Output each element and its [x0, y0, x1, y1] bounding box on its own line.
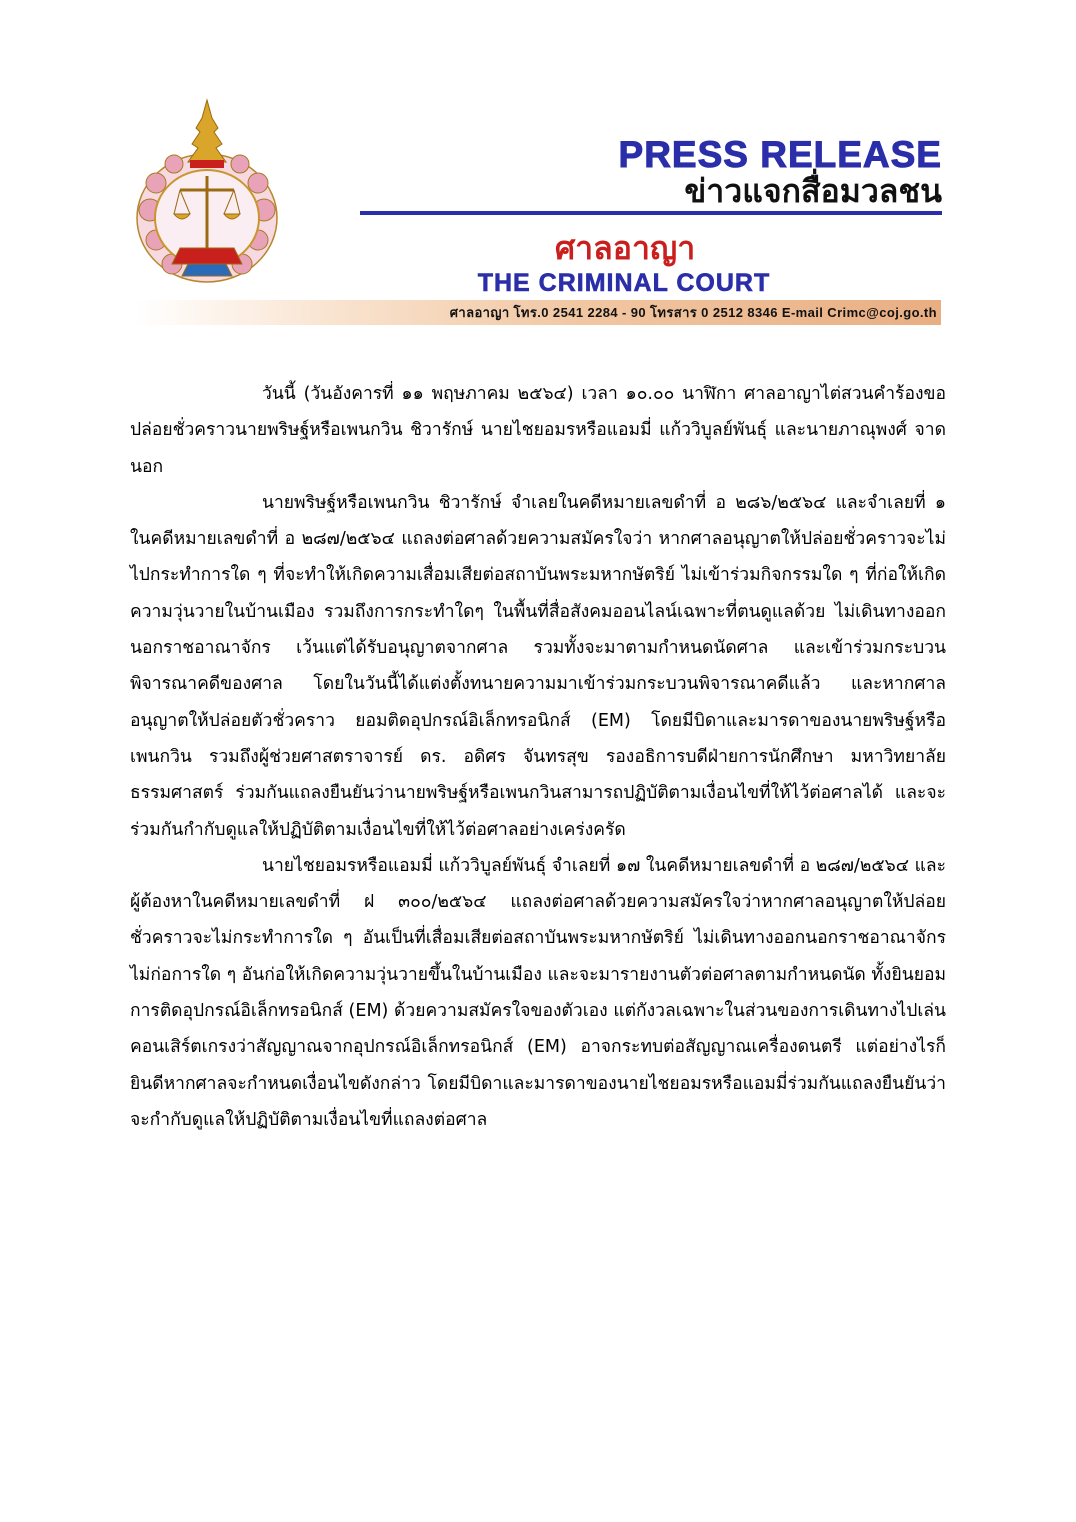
press-release-body	[130, 376, 946, 1138]
court-emblem-icon	[132, 98, 282, 286]
header-divider	[360, 211, 942, 215]
body-paragraph: วันนี้ (วันอังคารที่ ๑๑ พฤษภาคม ๒๕๖๔) เวลา ๑๐.๐๐ นาฬิกา ศาลอาญาไต่สวนคำร้องขอปล่อยชั่วคราวนายพริษฐ์หรือเพนกวิน ชิวารักษ์ นายไชยอมรหรือแอมมี่ แก้ววิบูลย์พันธุ์ และนายภาณุพงศ์ จาดนอก	[130, 384, 946, 477]
body-paragraph: นายพริษฐ์หรือเพนกวิน ชิวารักษ์ จำเลยในคดีหมายเลขดำที่ อ ๒๘๖/๒๕๖๔ และจำเลยที่ ๑ ในคดีหมายเลขดำที่ อ ๒๘๗/๒๕๖๔ แถลงต่อศาลด้วยความสมัครใจว่า หากศาลอนุญาตให้ปล่อยชั่วคราวจะไม่ไปกระทำการใด ๆ ที่จะทำให้เกิดความเสื่อมเสียต่อสถาบันพระมหากษัตริย์ ไม่เข้าร่วมกิจกรรมใด ๆ ที่ก่อให้เกิดความวุ่นวายในบ้านเมือง รวมถึงการกระทำใดๆ ในพื้นที่สื่อสังคมออนไลน์เฉพาะที่ตนดูแลด้วย ไม่เดินทางออกนอกราชอาณาจักร เว้นแต่ได้รับอนุญาตจากศาล รวมทั้งจะมาตามกำหนดนัดศาล และเข้าร่วมกระบวนพิจารณาคดีของศาล โดยในวันนี้ได้แต่งตั้งทนายความมาเข้าร่วมกระบวนพิจารณาคดีแล้ว และหากศาลอนุญาตให้ปล่อยตัวชั่วคราว ยอมติดอุปกรณ์อิเล็กทรอนิกส์ (EM) โดยมีบิดาและมารดาของนายพริษฐ์หรือเพนกวิน รวมถึงผู้ช่วยศาสตราจารย์ ดร. อดิศร จันทรสุข รองอธิการบดีฝ่ายการนักศึกษา มหาวิทยาลัยธรรมศาสตร์ ร่วมกันแถลงยืนยันว่านายพริษฐ์หรือเพนกวินสามารถปฏิบัติตามเงื่อนไขที่ให้ไว้ต่อศาลได้ และจะร่วมกันกำกับดูแลให้ปฏิบัติตามเงื่อนไขที่ให้ไว้ต่อศาลอย่างเคร่งครัด	[130, 492, 946, 840]
contact-line: ศาลอาญา โทร.0 2541 2284 - 90 โทรสาร 0 2512 8346 E-mail Crimc@coj.go.th	[449, 305, 937, 320]
press-release-title: PRESS RELEASE	[618, 134, 942, 175]
body-paragraph: นายไชยอมรหรือแอมมี่ แก้ววิบูลย์พันธุ์ จำเลยที่ ๑๗ ในคดีหมายเลขดำที่ อ ๒๘๗/๒๕๖๔ และผู้ต้องหาในคดีหมายเลขดำที่ ฝ ๓๐๐/๒๕๖๔ แถลงต่อศาลด้วยความสมัครใจว่าหากศาลอนุญาตให้ปล่อยชั่วคราวจะไม่กระทำการใด ๆ อันเป็นที่เสื่อมเสียต่อสถาบันพระมหากษัตริย์ ไม่เดินทางออกนอกราชอาณาจักร ไม่ก่อการใด ๆ อันก่อให้เกิดความวุ่นวายขึ้นในบ้านเมือง และจะมารายงานตัวต่อศาลตามกำหนดนัด ทั้งยินยอมการติดอุปกรณ์อิเล็กทรอนิกส์ (EM) ด้วยความสมัครใจของตัวเอง แต่กังวลเฉพาะในส่วนของการเดินทางไปเล่นคอนเสิร์ตเกรงว่าสัญญาณจากอุปกรณ์อิเล็กทรอนิกส์ (EM) อาจกระทบต่อสัญญาณเครื่องดนตรี แต่อย่างไรก็ยินดีหากศาลจะกำหนดเงื่อนไขดังกล่าว โดยมีบิดาและมารดาของนายไชยอมรหรือแอมมี่ร่วมกันแถลงยืนยันว่าจะกำกับดูแลให้ปฏิบัติตามเงื่อนไขที่แถลงต่อศาล	[130, 855, 946, 1130]
court-name-english: THE CRIMINAL COURT	[477, 269, 771, 297]
contact-bar	[135, 300, 941, 325]
press-release-thai-title: ข่าวแจกสื่อมวลชน	[684, 172, 942, 210]
court-name-thai: ศาลอาญา	[554, 229, 696, 267]
